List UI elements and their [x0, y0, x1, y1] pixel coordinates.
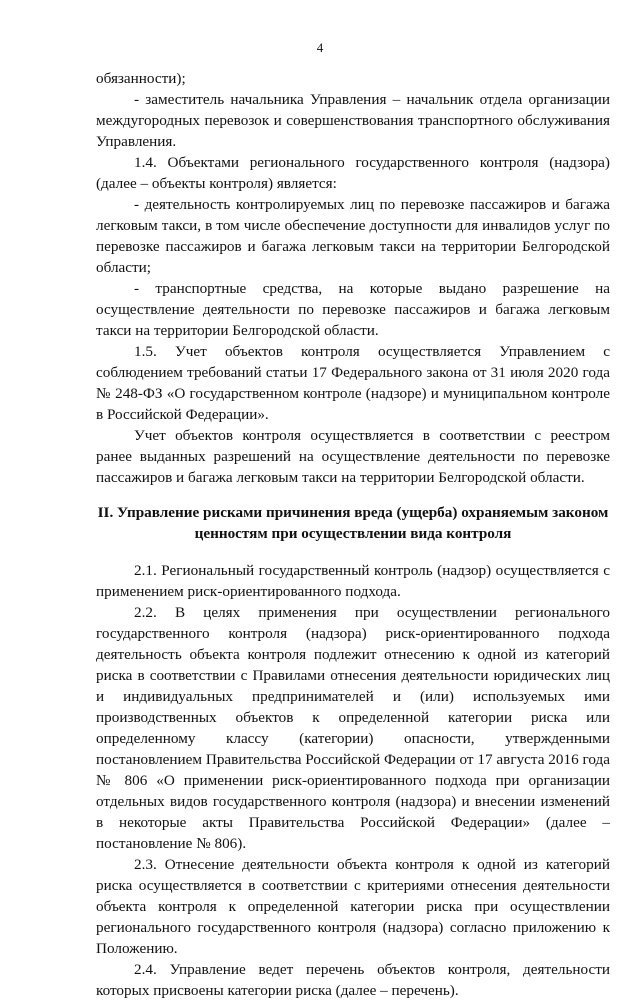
paragraph: - заместитель начальника Управления – начальник отдела организации междугородных перевозок и совершенствования транспортного обслуживания Управления. — [96, 91, 610, 150]
paragraph: 1.5. Учет объектов контроля осуществляется Управлением с соблюдением требований статьи 17 Федерального закона от 31 июля 2020 года № 248-ФЗ «О государственном контроле (надзоре) и муниципальном контроле в Российской Федерации». — [96, 343, 610, 423]
paragraph: - деятельность контролируемых лиц по перевозке пассажиров и багажа легковым такси, в том числе обеспечение доступности для инвалидов услуг по перевозке пассажиров и багажа легковым такси на территории Белгородской области; — [96, 196, 610, 276]
paragraph: 2.1. Региональный государственный контроль (надзор) осуществляется с применением риск-ориентированного подхода. — [96, 562, 610, 600]
paragraph: обязанности); — [96, 70, 186, 87]
paragraph: 2.2. В целях применения при осуществлении регионального государственного контроля (надзора) риск-ориентированного подхода деятельность объекта контроля подлежит отнесению к одной из категорий риска в соответствии с Правилами отнесения деятельности юридических лиц и индивидуальных предпринимателей и (или) используемых ими производственных объектов к определенной категории риска или определенному классу (категории) опасности, утвержденными постановлением Правительства Российской Федерации от 17 августа 2016 года № 806 «О применении риск-ориентированного подхода при организации отдельных видов государственного контроля (надзора) и внесении изменений в некоторые акты Правительства Российской Федерации» (далее – постановление № 806). — [96, 604, 610, 852]
paragraph: Учет объектов контроля осуществляется в соответствии с реестром ранее выданных разрешений на осуществление деятельности по перевозке пассажиров и багажа легковым такси на территории Белгородской области. — [96, 427, 610, 486]
paragraph: - транспортные средства, на которые выдано разрешение на осуществление деятельности по перевозке пассажиров и багажа легковым такси на территории Белгородской области. — [96, 280, 610, 339]
page-number: 4 — [316, 40, 324, 55]
paragraph: 2.3. Отнесение деятельности объекта контроля к одной из категорий риска осуществляется в соответствии с критериями отнесения деятельности объекта контроля к определенной категории риска при осуществлении регионального государственного контроля (надзора) согласно приложению к Положению. — [96, 856, 610, 957]
paragraph: 1.4. Объектами регионального государственного контроля (надзора) (далее – объекты контроля) является: — [96, 154, 610, 192]
section-heading: II. Управление рисками причинения вреда (ущерба) охраняемым законом ценностям при осуществлении вида контроля — [97, 504, 609, 542]
document-body — [96, 68, 610, 1001]
paragraph: 2.4. Управление ведет перечень объектов контроля, деятельности которых присвоены категории риска (далее – перечень). — [96, 961, 610, 999]
